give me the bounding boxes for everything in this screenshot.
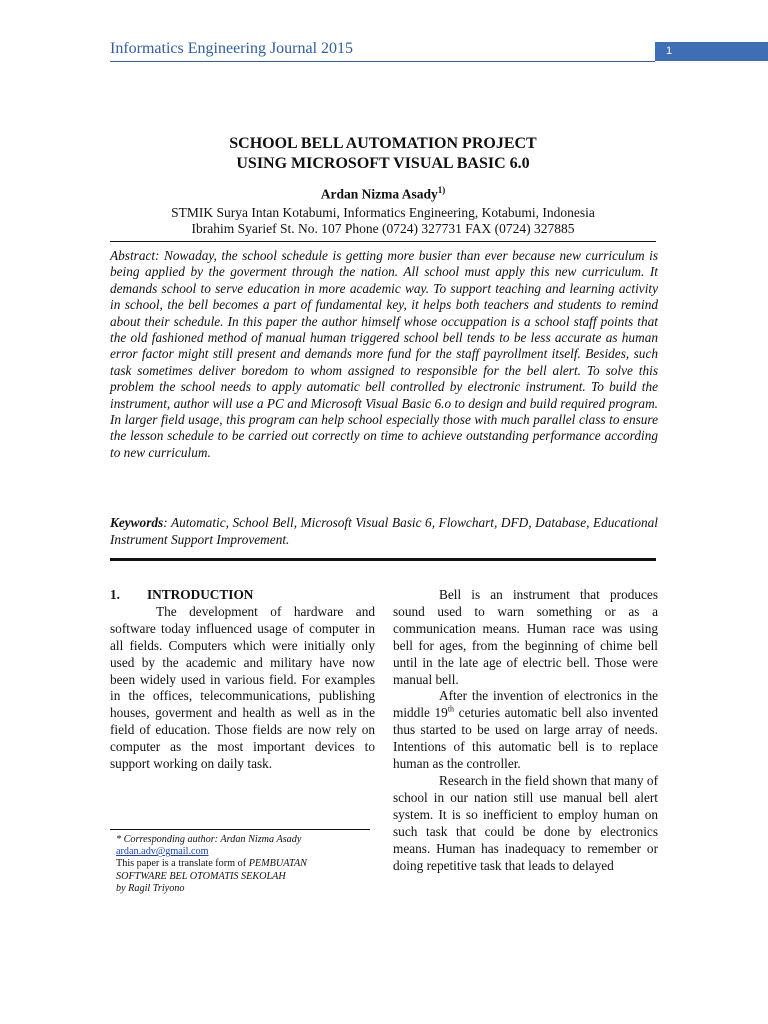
intro-paragraph-4: Research in the field shown that many of school in our nation still use manual bell alert system. It is so inefficient to employ human on such task that could be done by electronics means. Human has inadequacy to remember or doing repetitive task that leads to delayed [393,772,658,873]
paper-title-line-2: USING MICROSOFT VISUAL BASIC 6.0 [236,155,530,172]
paper-title-line-1: SCHOOL BELL AUTOMATION PROJECT [229,135,537,152]
footnote-original-title-b: SOFTWARE BEL OTOMATIS SEKOLAH [116,870,286,882]
footnote [116,834,376,895]
para3-text-b: ceturies automatic bell also invented thus started to be used on large array of needs. Intentions of this automatic bell is to replace human as the controller. [393,705,658,772]
abstract-bottom-rule [110,558,656,561]
right-column [393,587,658,874]
affiliation: STMIK Surya Intan Kotabumi, Informatics Engineering, Kotabumi, Indonesia [171,205,595,220]
intro-paragraph-1: The development of hardware and software today influenced usage of computer in all fields. Computers which were initially only used by the academic and military have now been widely used in various field. For examples in the offices, telecommunications, publishing houses, goverment and health as well as in the field of education. Those fields are now rely on computer as the most important devices to support working on daily task. [110,603,375,772]
header-rule [110,61,655,62]
author-name [110,185,656,203]
author-email-link[interactable]: ardan.adv@gmail.com [116,846,209,858]
address: Ibrahim Syarief St. No. 107 Phone (0724) 327731 FAX (0724) 327885 [191,221,575,236]
intro-paragraph-3 [393,688,658,773]
footnote-original-title-a: PEMBUATAN [248,858,307,870]
left-column [110,587,375,773]
section-heading [110,587,375,604]
abstract: Abstract: Nowaday, the school schedule is getting more busier than ever because new curriculum is being applied by the goverment through the nation. All school must apply this new curriculum. It demands school to serve education in more academic way. To support teaching and learning activity in school, the bell becomes a part of fundamental key, it helps both teachers and students to remind about their schedule. In this paper the author himself whose occuppation is a school staff points that the old fashioned method of manual human triggered school bell tends to be less accurate as human error factor might still present and demands more fund for the staff payrollment itself. Besides, such task sometimes deliver boredom to whom assigned to responsible for the bell alert. To solve this problem the school needs to apply automatic bell controlled by electronic instrument. To build the instrument, author will use a PC and Microsoft Visual Basic 6.o to design and build required program. In larger field usage, this program can help school especially those with much parallel class to ensure the lesson schedule to be carried out correctly on time to achieve outstanding performance according to new curriculum. [110,248,658,460]
footnote-corresponding-author: * Corresponding author: Ardan Nizma Asady [116,834,302,845]
keywords-text: : Automatic, School Bell, Microsoft Visual Basic 6, Flowchart, DFD, Database, Educational Instrument Support Improvement. [110,515,658,547]
author-footnote-mark: 1) [437,185,446,195]
intro-paragraph-2: Bell is an instrument that produces sound used to warn something or as a communication means. Human race was using bell for ages, from the beginning of chime bell until in the late age of electric bell. Those were manual bell. [393,587,658,687]
journal-title: Informatics Engineering Journal 2015 [110,40,354,57]
running-header [110,40,768,62]
keywords [110,514,658,548]
page-number-box [655,42,768,61]
footnote-original-author: by Ragil Triyono [116,882,185,894]
footnote-translation-note [116,858,376,870]
keywords-label: Keywords [110,515,164,530]
abstract-top-rule [110,241,656,242]
para3-text-a: After the invention of electronics in the middle 19 [393,688,658,721]
ordinal-superscript: th [447,704,455,714]
footnote-rule [110,829,370,830]
page-number: 1 [666,45,673,57]
footnote-translation-prefix: This paper is a translate form of [116,858,249,870]
section-title: INTRODUCTION [147,587,254,602]
section-number: 1. [110,587,120,602]
author-name-text: Ardan Nizma Asady [320,186,438,202]
